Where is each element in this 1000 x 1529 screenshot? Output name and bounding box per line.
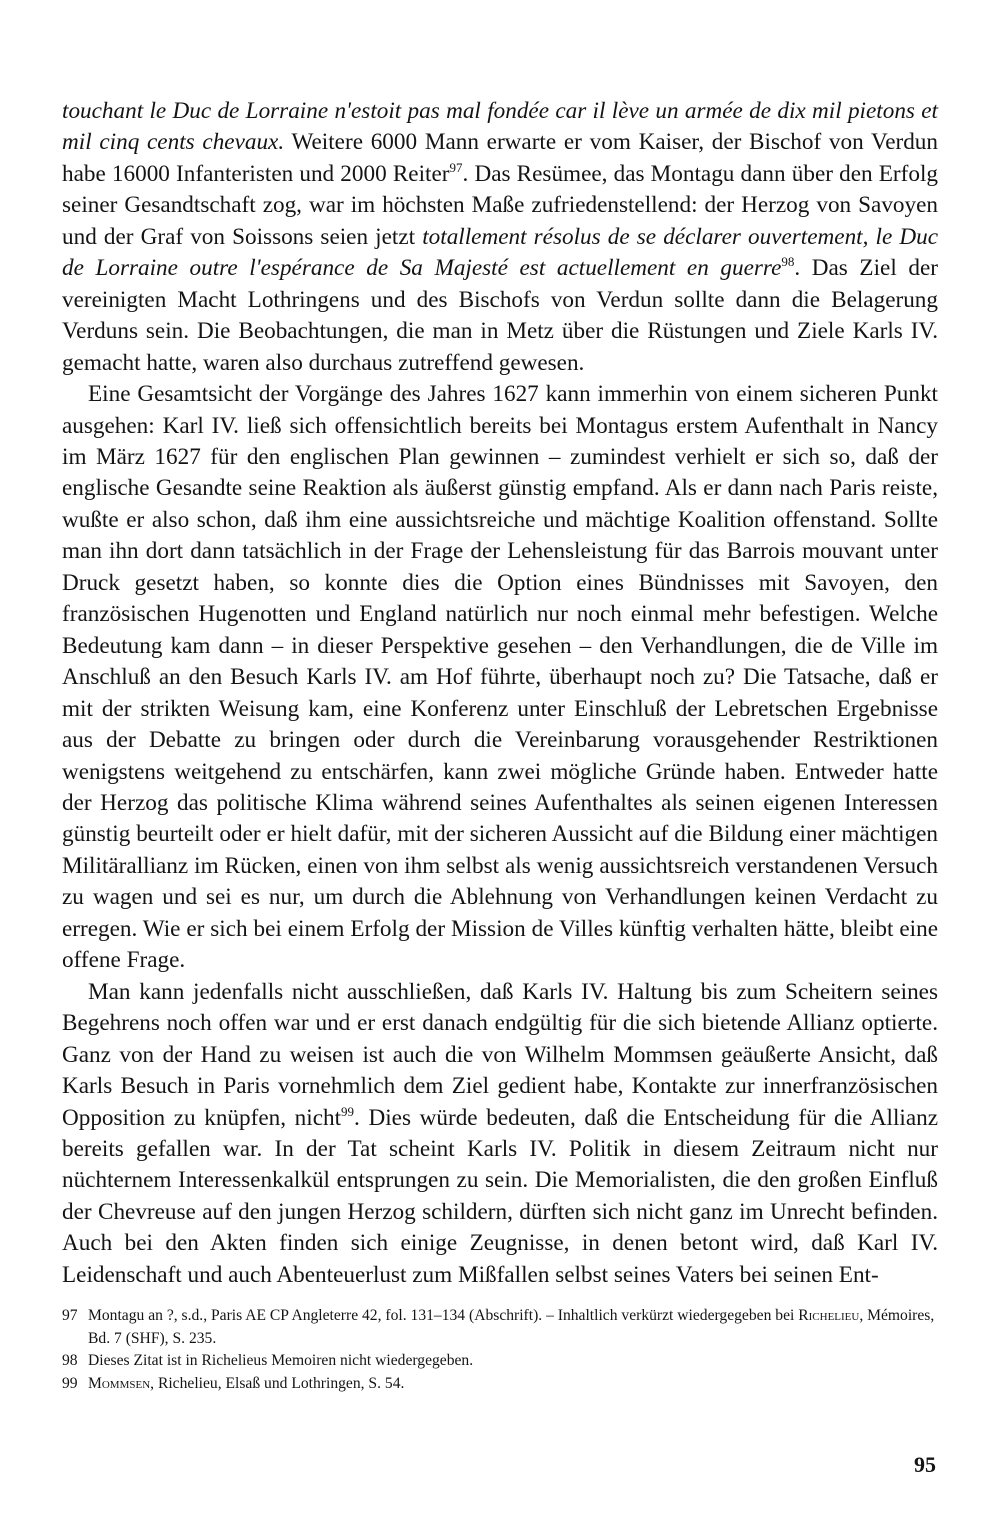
text-run: , Richelieu, Elsaß und Lothringen, S. 54.	[150, 1374, 405, 1392]
paragraph	[62, 379, 938, 977]
footnote	[62, 1350, 938, 1373]
page-number: 95	[914, 1452, 936, 1477]
text-run: Montagu an ?, s.d., Paris AE CP Angleterre 42, fol. 131–134 (Abschrift). – Inhaltlich verkürzt wiedergegeben bei	[88, 1307, 799, 1325]
footnote-text	[88, 1350, 938, 1373]
body-text	[62, 96, 938, 1291]
footnote-ref: 99	[341, 1103, 355, 1119]
footnote-ref: 98	[781, 254, 795, 270]
footnote-text	[88, 1373, 938, 1396]
footnote-number: 99	[62, 1374, 78, 1392]
footnote-ref: 97	[449, 159, 463, 175]
footnote	[62, 1373, 938, 1396]
italic-text: touchant le Duc de Lorraine n'estoit pas mal fondée car il lève un armée de dix mil pietons et mil cinq cents chevaux.	[62, 98, 938, 156]
author-name: Richelieu	[798, 1307, 860, 1325]
text-run: Weitere 6000 Mann erwarte er vom Kaiser, der Bischof von Verdun habe 16000 Infanteristen und 2000 Reiter	[62, 129, 938, 187]
text-run: Eine Gesamtsicht der Vorgänge des Jahres 1627 kann immerhin von einem sicheren Punkt ausgehen: Karl IV. ließ sich offensichtlich bereits bei Montagus erstem Aufenthalt in Nancy im März 1627 für den englischen Plan gewinnen – zumindest verhielt er sich so, daß der englische Gesandte seine Reaktion als äußerst günstig empfand. Als er dann nach Paris reiste, wußte er also schon, daß ihm eine aussichtsreiche und mächtige Koalition offenstand. Sollte man ihn dort dann tatsächlich in der Frage der Lehensleistung für das Barrois mouvant unter Druck gesetzt haben, so konnte dies die Option eines Bündnisses mit Savoyen, den französischen Hugenotten und England natürlich nur noch einmal mehr befestigen. Welche Bedeutung kam dann – in dieser Perspektive gesehen – den Verhandlungen, die de Ville im Anschluß an den Besuch Karls IV. am Hof führte, überhaupt noch zu? Die Tatsache, daß er mit der strikten Weisung kam, eine Konferenz unter Einschluß der Lebretschen Ergebnisse aus der Debatte zu bringen oder durch die Vereinbarung vorausgehender Restriktionen wenigstens weitgehend zu entschärfen, kann zwei mögliche Gründe haben. Entweder hatte der Herzog das politische Klima während seines Aufenthaltes als seinen eigenen Interessen günstig beurteilt oder er hielt dafür, mit der sicheren Aussicht auf die Bildung einer mächtigen Militärallianz im Rücken, einen von ihm selbst als wenig aussichtsreich verstandenen Versuch zu wagen und sei es nur, um durch die Ablehnung von Verhandlungen keinen Verdacht zu erregen. Wie er sich bei einem Erfolg der Mission de Villes künftig verhalten hätte, bleibt eine offene Frage.	[62, 381, 938, 974]
footnote-number: 97	[62, 1307, 78, 1325]
text-run: Man kann jedenfalls nicht ausschließen, daß Karls IV. Haltung bis zum Scheitern seines Begehrens noch offen war und er erst danach endgültig für die sich bietende Allianz optierte. Ganz von der Hand zu weisen ist auch die von Wilhelm Mommsen geäußerte Ansicht, daß Karls Besuch in Paris vornehmlich dem Ziel gedient habe, Kontakte zur innerfranzösischen Opposition zu knüpfen, nicht	[62, 978, 938, 1131]
footnote-number: 98	[62, 1352, 78, 1370]
paragraph	[62, 977, 938, 1292]
italic-text: totallement résolus de se déclarer ouvertement, le Duc de Lorraine outre l'espérance de Sa Majesté est actuellement en guerre	[62, 223, 938, 282]
text-run: . Dies würde bedeuten, daß die Entscheidung für die Allianz bereits gefallen war. In der Tat scheint Karls IV. Politik in diesem Zeitraum nicht nur nüchternem Interessenkalkül entsprungen zu sein. Die Memorialisten, die den großen Einfluß der Chevreuse auf den jungen Herzog schildern, dürften sich nicht ganz im Unrecht befinden. Auch bei den Akten finden sich einige Zeugnisse, in denen betont wird, daß Karl IV. Leidenschaft und auch Abenteuerlust zum Mißfallen selbst seines Vaters bei seinen Ent-	[62, 1104, 938, 1288]
text-run: Dieses Zitat ist in Richelieus Memoiren nicht wiedergegeben.	[88, 1352, 474, 1370]
text-run: , Mémoires, Bd. 7 (SHF), S. 235.	[88, 1307, 935, 1347]
author-name: Mommsen	[88, 1374, 151, 1392]
footnote	[62, 1305, 938, 1350]
text-run: . Das Resümee, das Montagu dann über den Erfolg seiner Gesandtschaft zog, war im höchsten Maße zufriedenstellend: der Herzog von Savoyen und der Graf von Soissons seien jetzt	[62, 160, 938, 250]
text-run: . Das Ziel der vereinigten Macht Lothringens und des Bischofs von Verdun sollte dann die Belagerung Verduns sein. Die Beobachtungen, die man in Metz über die Rüstungen und Ziele Karls IV. gemacht hatte, waren also durchaus zutreffend gewesen.	[62, 255, 938, 376]
footnotes	[62, 1305, 938, 1395]
paragraph	[62, 96, 938, 379]
page	[62, 96, 938, 1395]
footnote-text	[88, 1305, 938, 1350]
